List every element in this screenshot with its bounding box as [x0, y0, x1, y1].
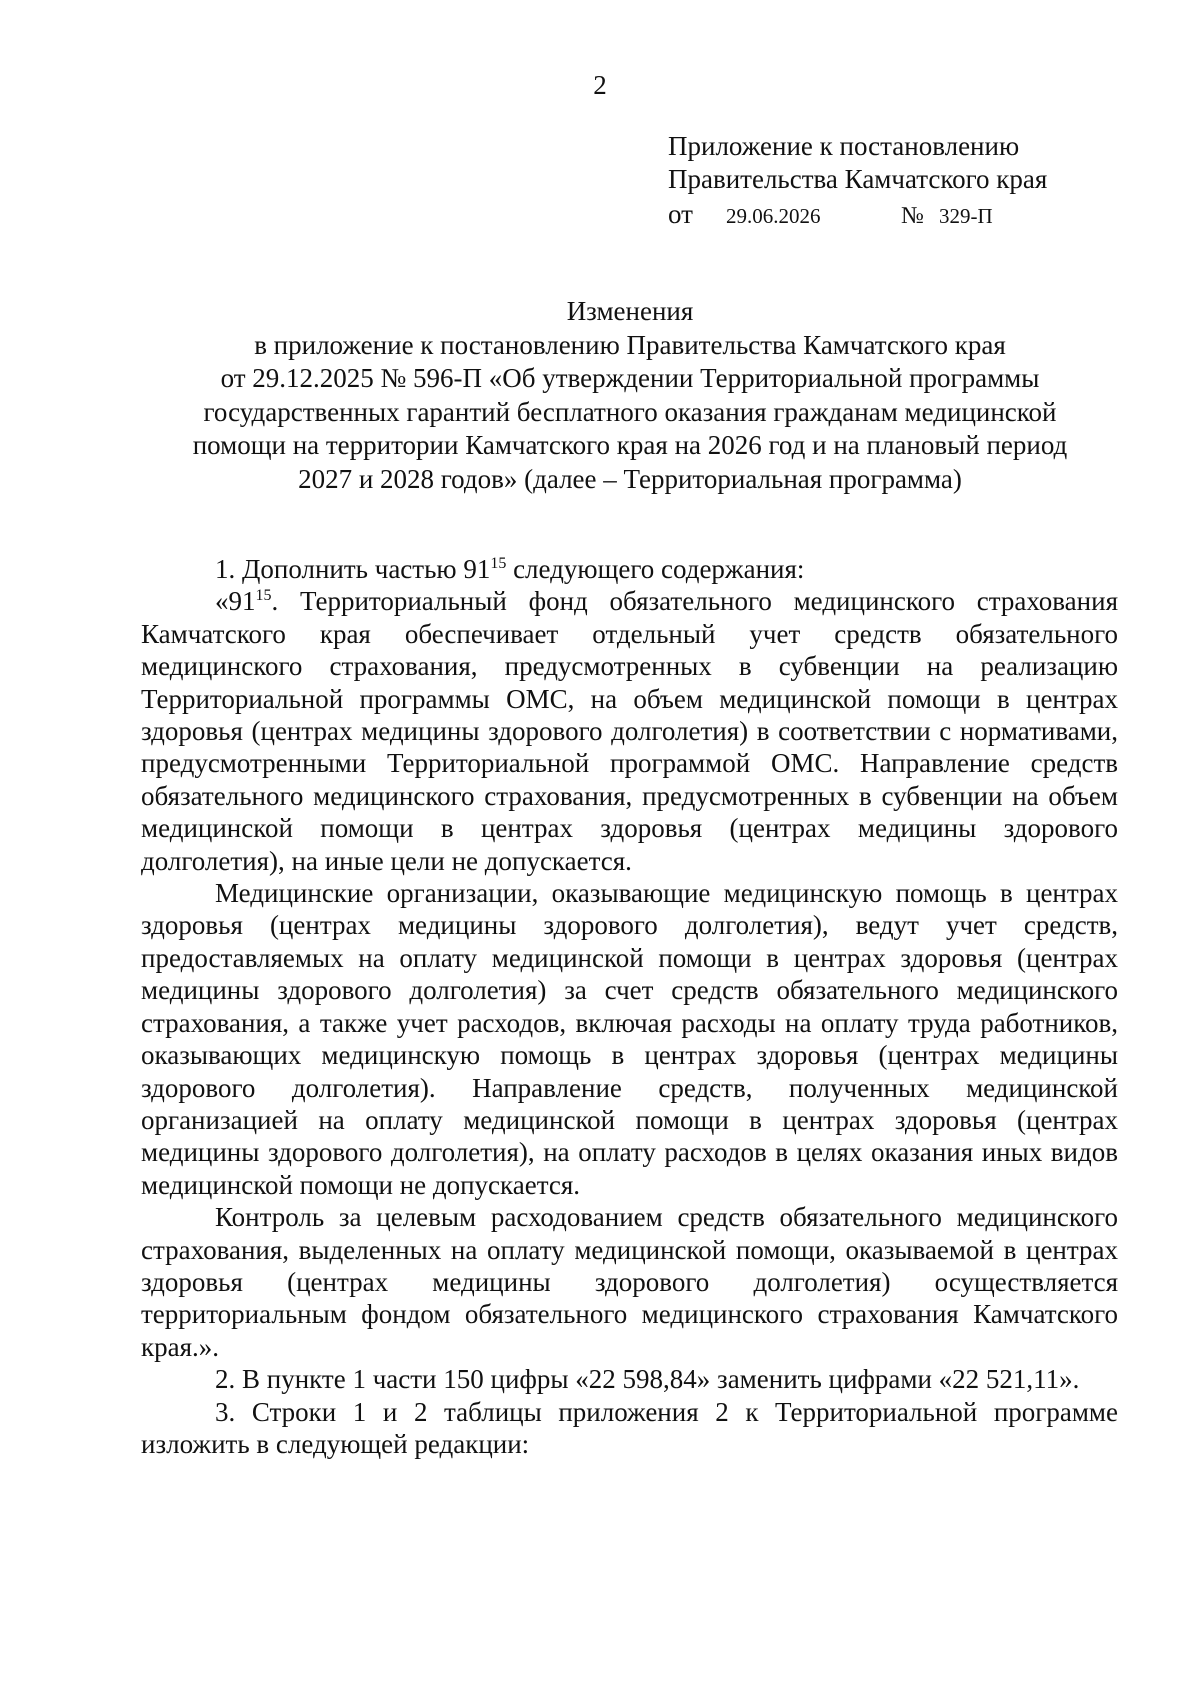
appendix-line-2: Правительства Камчатского края: [668, 164, 1048, 194]
document-body: [141, 553, 1118, 1460]
appendix-date-number-row: [668, 200, 1168, 230]
resolution-number: 329-П: [939, 204, 993, 228]
p2-superscript: 15: [255, 587, 272, 605]
paragraph-5: 2. В пункте 1 части 150 цифры «22 598,84» заменить цифрами «22 521,11».: [215, 1364, 1080, 1395]
title-line-6: 2027 и 2028 годов» (далее – Территориальная программа): [298, 463, 962, 494]
paragraph-2: [141, 585, 1118, 877]
p1-prefix: 1. Дополнить частью 91: [215, 554, 491, 584]
title-line-5: помощи на территории Камчатского края на 2026 год и на плановый период: [192, 430, 1068, 461]
paragraph-6: 3. Строки 1 и 2 таблицы приложения 2 к Территориальной программе изложить в следующей редакции:: [141, 1396, 1118, 1459]
appendix-line-1: Приложение к постановлению: [668, 131, 1020, 161]
number-sign: №: [901, 203, 924, 229]
paragraph-1: [141, 553, 1118, 585]
paragraph-3: Медицинские организации, оказывающие медицинскую помощь в центрах здоровья (центрах медицины здорового долголетия), ведут учет средств, предоставляемых на оплату медицинской помощи в центрах здоровья (центрах медицины здорового долголетия) за счет средств обязательного медицинского страхования, а также учет расходов, включая расходы на оплату труда работников, оказывающих медицинскую помощь в центрах здоровья (центрах медицины здорового долголетия). Направление средств, полученных медицинской организацией на оплату медицинской помощи в центрах здоровья (центрах медицины здорового долголетия), на оплату расходов в целях оказания иных видов медицинской помощи не допускается.: [141, 878, 1118, 1200]
p1-superscript: 15: [490, 555, 507, 572]
paragraph-4: Контроль за целевым расходованием средств обязательного медицинского страхования, выделенных на оплату медицинской помощи, оказываемой в центрах здоровья (центрах медицины здорового долголетия) осуществляется территориальным фондом обязательного медицинского страхования Камчатского края.».: [141, 1202, 1118, 1362]
title-line-1: Изменения: [566, 296, 694, 326]
resolution-date: 29.06.2026: [726, 204, 821, 228]
appendix-header: [668, 130, 1168, 230]
p2-text: . Территориальный фонд обязательного медицинского страхования Камчатского края обеспечивает отдельный учет средств обязательного медицинского страхования, предусмотренных в субвенции на реализацию Территориальной программы ОМС, на объем медицинской помощи в центрах здоровья (центрах медицины здорового долголетия) в соответствии с нормативами, предусмотренными Территориальной программой ОМС. Направление средств обязательного медицинского страхования, предусмотренных в субвенции на объем медицинской помощи в центрах здоровья (центрах медицины здорового долголетия), на иные цели не допускается.: [141, 586, 1118, 876]
document-title: [140, 295, 1120, 497]
title-line-3: от 29.12.2025 № 596-П «Об утверждении Территориальной программы: [220, 363, 1040, 394]
from-label: от: [668, 199, 693, 229]
title-line-4: государственных гарантий бесплатного оказания гражданам медицинской: [203, 396, 1057, 427]
p2-prefix: «91: [215, 586, 256, 617]
title-line-2: в приложение к постановлению Правительства Камчатского края: [254, 329, 1006, 360]
p1-suffix: следующего содержания:: [506, 554, 805, 584]
page-number: 2: [593, 70, 607, 100]
